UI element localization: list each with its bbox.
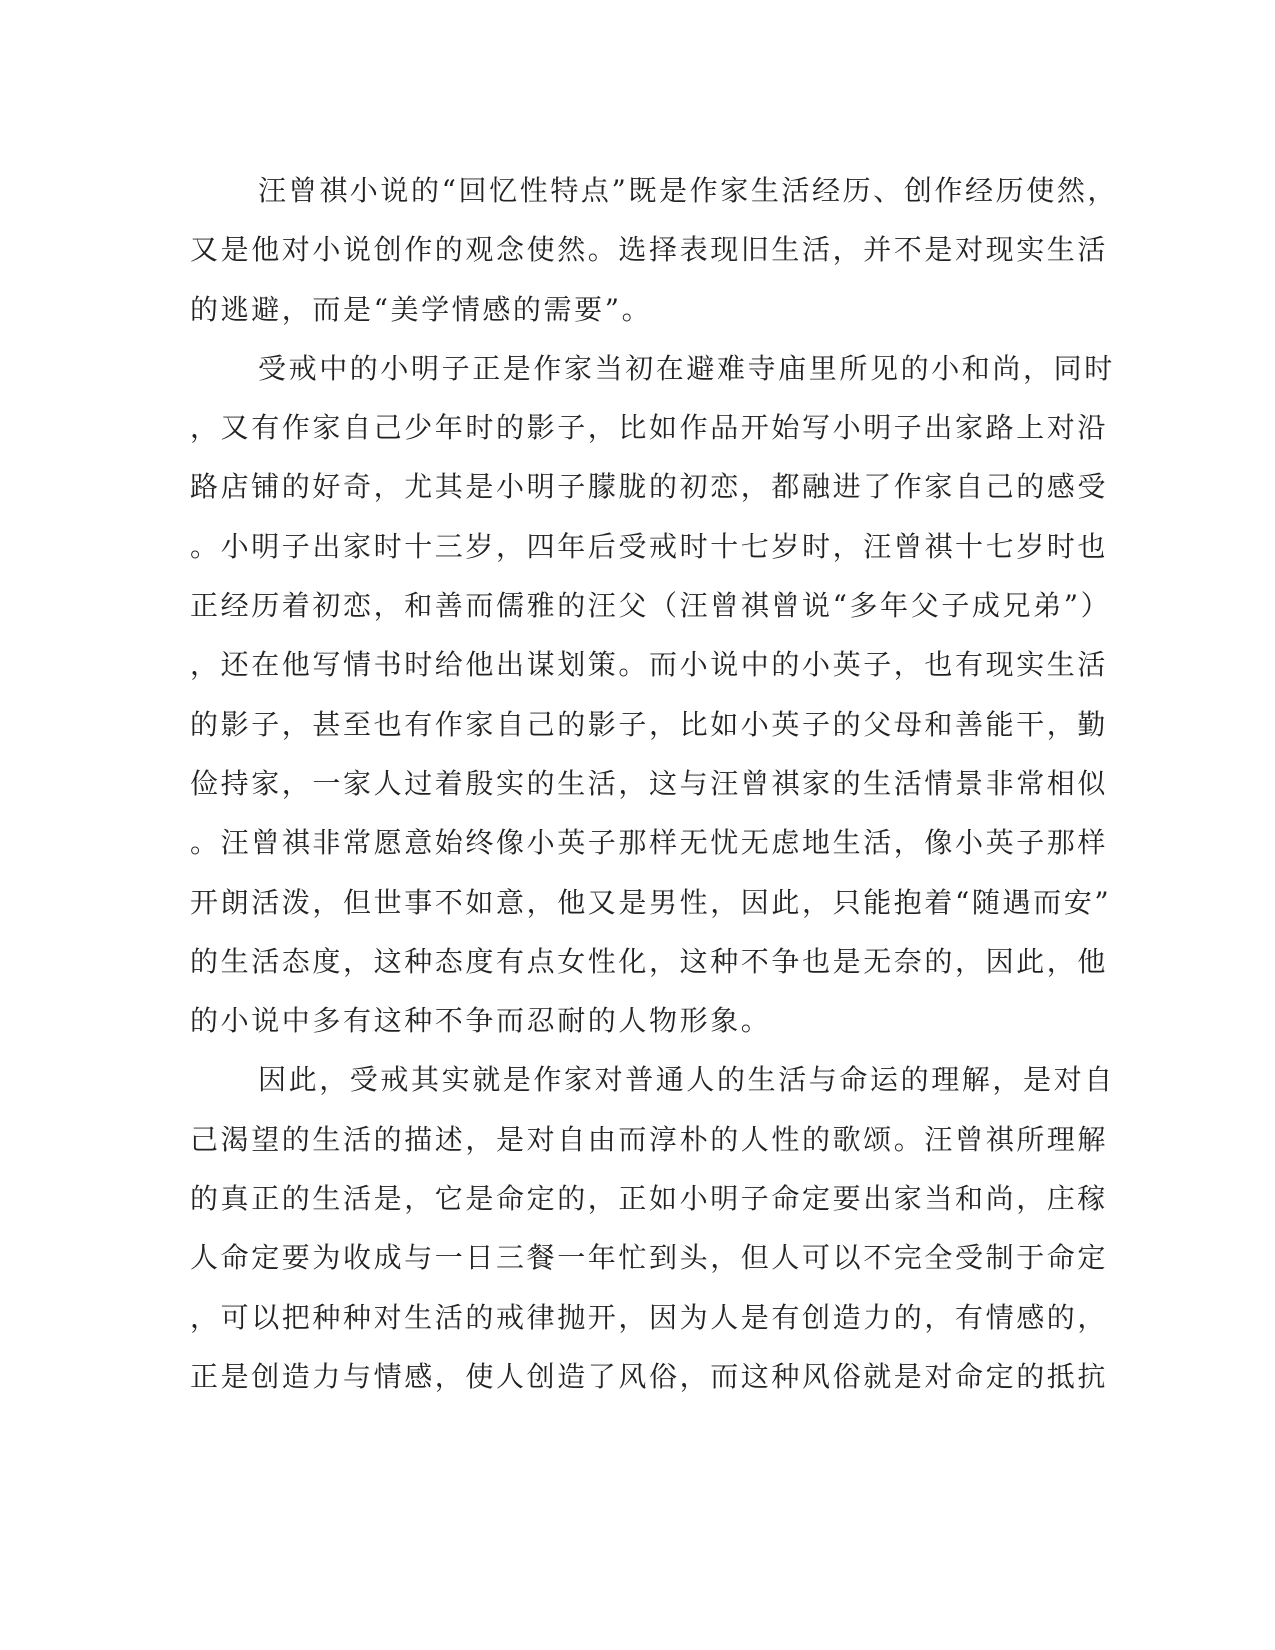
paragraph-3-line-5: ，可以把种种对生活的戒律抛开，因为人是有创造力的，有情感的，: [190, 1300, 1109, 1334]
paragraph-2-line-5: 正经历着初恋，和善而儒雅的汪父（汪曾祺曾说“多年父子成兄弟”）: [190, 589, 1112, 623]
paragraph-3-line-1: 因此，受戒其实就是作家对普通人的生活与命运的理解，是对自: [258, 1063, 1115, 1097]
paragraph-2-line-1: 受戒中的小明子正是作家当初在避难寺庙里所见的小和尚，同时: [258, 351, 1115, 385]
body-text: [190, 161, 1119, 1406]
paragraph-2-line-12: 的小说中多有这种不争而忍耐的人物形象。: [190, 1004, 772, 1038]
paragraph-2-line-8: 俭持家，一家人过着殷实的生活，这与汪曾祺家的生活情景非常相似: [190, 766, 1109, 800]
paragraph-2-line-2: ，又有作家自己少年时的影子，比如作品开始写小明子出家路上对沿: [190, 411, 1109, 445]
paragraph-3-line-6: 正是创造力与情感，使人创造了风俗，而这种风俗就是对命定的抵抗: [190, 1359, 1109, 1393]
paragraph-3-line-3: 的真正的生活是，它是命定的，正如小明子命定要出家当和尚，庄稼: [190, 1182, 1109, 1216]
paragraph-2-line-10: 开朗活泼，但世事不如意，他又是男性，因此，只能抱着“随遇而安”: [190, 885, 1112, 919]
paragraph-2-line-3: 路店铺的好奇，尤其是小明子朦胧的初恋，都融进了作家自己的感受: [190, 470, 1109, 504]
paragraph-2-line-4: 。小明子出家时十三岁，四年后受戒时十七岁时，汪曾祺十七岁时也: [190, 529, 1109, 563]
paragraph-2-line-9: 。汪曾祺非常愿意始终像小英子那样无忧无虑地生活，像小英子那样: [190, 826, 1109, 860]
paragraph-1-line-3: 的逃避，而是“美学情感的需要”。: [190, 292, 653, 326]
paragraph-3-line-4: 人命定要为收成与一日三餐一年忙到头，但人可以不完全受制于命定: [190, 1241, 1109, 1275]
paragraph-2-line-7: 的影子，甚至也有作家自己的影子，比如小英子的父母和善能干，勤: [190, 707, 1109, 741]
paragraph-3-line-2: 己渴望的生活的描述，是对自由而淳朴的人性的歌颂。汪曾祺所理解: [190, 1122, 1109, 1156]
paragraph-2-line-11: 的生活态度，这种态度有点女性化，这种不争也是无奈的，因此，他: [190, 944, 1109, 978]
paragraph-1-line-1: 汪曾祺小说的“回忆性特点”既是作家生活经历、创作经历使然，: [258, 174, 1119, 207]
paragraph-1-line-2: 又是他对小说创作的观念使然。选择表现旧生活，并不是对现实生活: [190, 233, 1109, 267]
paragraph-2-line-6: ，还在他写情书时给他出谋划策。而小说中的小英子，也有现实生活: [190, 648, 1109, 682]
